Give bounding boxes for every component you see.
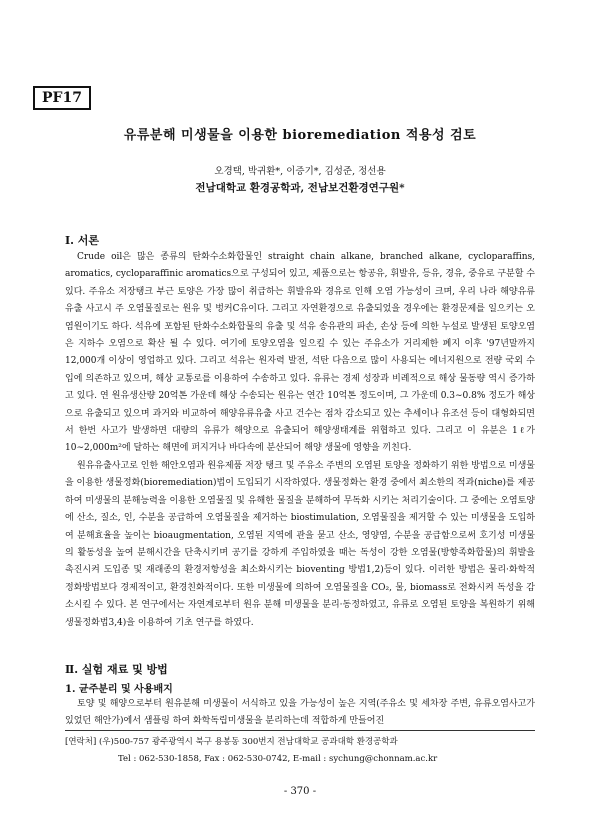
methods-body	[65, 696, 535, 731]
section-heading-methods: Ⅱ. 실험 재료 및 방법	[65, 663, 168, 676]
contact-address: [연락처] (우)500-757 광주광역시 북구 용봉동 300번지 전남대학교 공과대학 환경공학과	[65, 737, 398, 747]
section-heading-introduction: Ⅰ. 서론	[65, 234, 100, 247]
introduction-paragraph-2: 원유유출사고로 인한 해안오염과 원유제품 저장 탱크 및 주유소 주변의 오염된 토양을 정화하기 위한 방법으로 미생물을 이용한 생물정화(bioremediation)법이 도입되기 시작하였다. 생물정화는 환경 중에서 최소한의 적과(niche)를 제공하여 미생물의 분해능력을 이용한 오염물질 및 유해한 물질을 분해하여 무독화 시키는 처리기술이다. 그 중에는 오염토양에 산소, 질소, 인, 수분을 공급하여 오염물질을 제거하는 biostimulation, 오염물질을 제거할 수 있는 미생물을 도입하여 분해효율을 높이는 bioaugmentation, 오염된 지역에 관을 묻고 산소, 영양염, 수분을 공급함으로써 호기성 미생물의 활동성을 높여 분해시간을 단축시키며 공기를 강하게 주입하였을 때는 독성이 강한 오염물(방향족화합물)의 휘발을 촉진시켜 도입종 및 재래종의 환경저항성을 최소화시키는 bioventing 방법1,2)등이 있다. 이러한 방법은 물리·화학적 정화방법보다 경제적이고, 환경친화적이다. 또한 미생물에 의하여 오염물질을 CO₂, 물, biomass로 전화시켜 독성을 감소시킬 수 있다. 본 연구에서는 자연계로부터 원유 분해 미생물을 분리·동정하였고, 유류로 오염된 토양을 복원하기 위해 생물정화법3,4)을 이용하여 기초 연구를 하였다.	[65, 460, 535, 628]
contact-divider	[65, 730, 535, 731]
affiliation: 전남대학교 환경공학과, 전남보건환경연구원*	[195, 182, 405, 194]
page-number: - 370 -	[283, 786, 317, 797]
introduction-body	[65, 249, 535, 632]
subsection-heading-strain: 1. 균주분리 및 사용배지	[65, 684, 173, 695]
introduction-paragraph-1: Crude oil은 많은 종류의 탄화수소화합물인 straight chain alkane, branched alkane, cycloparaffins, aromatics, cycloparaffinic aromatics으로 구성되어 있고, 제품으로는 항공유, 휘발유, 등유, 경유, 중유로 구분할 수 있다. 주유소 저장탱크 부근 토양은 가장 많이 취급하는 휘발유와 경유로 인해 오염 가능성이 크며, 우리 나라 해양유류 유출 사고시 주 오염물질로는 원유 및 벙커C유이다. 그리고 자연환경으로 유출되었을 경우에는 환경문제를 일으키는 오염원이기도 하다. 석유에 포함된 탄화수소화합물의 유출 및 석유 송유관의 파손, 손상 등에 의한 누설로 발생된 토양오염은 지하수 오염으로 확산 될 수 있다. 여기에 토양오염을 일으킬 수 있는 주유소가 거리제한 폐지 이후 '97년말까지 12,000개 이상이 영업하고 있다. 그리고 석유는 원자력 발전, 석탄 다음으로 많이 사용되는 에너지원으로 전량 국외 수입에 의존하고 있으며, 해상 교통로를 이용하여 수송하고 있다. 유류는 경제 성장과 비례적으로 해상 물동량 역시 증가하고 있다. 연 원유생산량 20억톤 가운데 해상 수송되는 원유는 연간 10억톤 정도이며, 그 가운데 0.3∼0.8% 정도가 해상으로 유출되고 있으며 과거와 비교하여 해양유류유출 사고 건수는 점차 감소되고 있는 추세이나 유조선 등이 대형화되면서 한번 사고가 발생하면 대량의 유류가 해양으로 유출되어 해양생태계를 위협하고 있다. 그리고 이 유분은 1ℓ가 10∼2,000m²에 달하는 해면에 퍼지거나 바다속에 분산되어 해양 생물에 영향을 끼친다.	[65, 252, 535, 454]
contact-block	[65, 734, 535, 768]
author-list: 오경택, 박귀환*, 이증기*, 김성준, 정선용	[214, 166, 386, 177]
session-badge: PF17	[33, 86, 91, 110]
methods-paragraph-1: 토양 및 해양으로부터 원유분해 미생물이 서식하고 있을 가능성이 높은 지역(주유소 및 세차장 주변, 유류오염사고가 있었던 해안가)에서 샘플링 하여 화학독립미생물을 분리하는데 적합하게 만들어진	[65, 699, 535, 727]
contact-phone-email: Tel : 062-530-1858, Fax : 062-530-0742, E-mail : sychung@chonnam.ac.kr	[118, 754, 438, 764]
paper-title: 유류분해 미생물을 이용한 bioremediation 적용성 검토	[123, 128, 477, 143]
